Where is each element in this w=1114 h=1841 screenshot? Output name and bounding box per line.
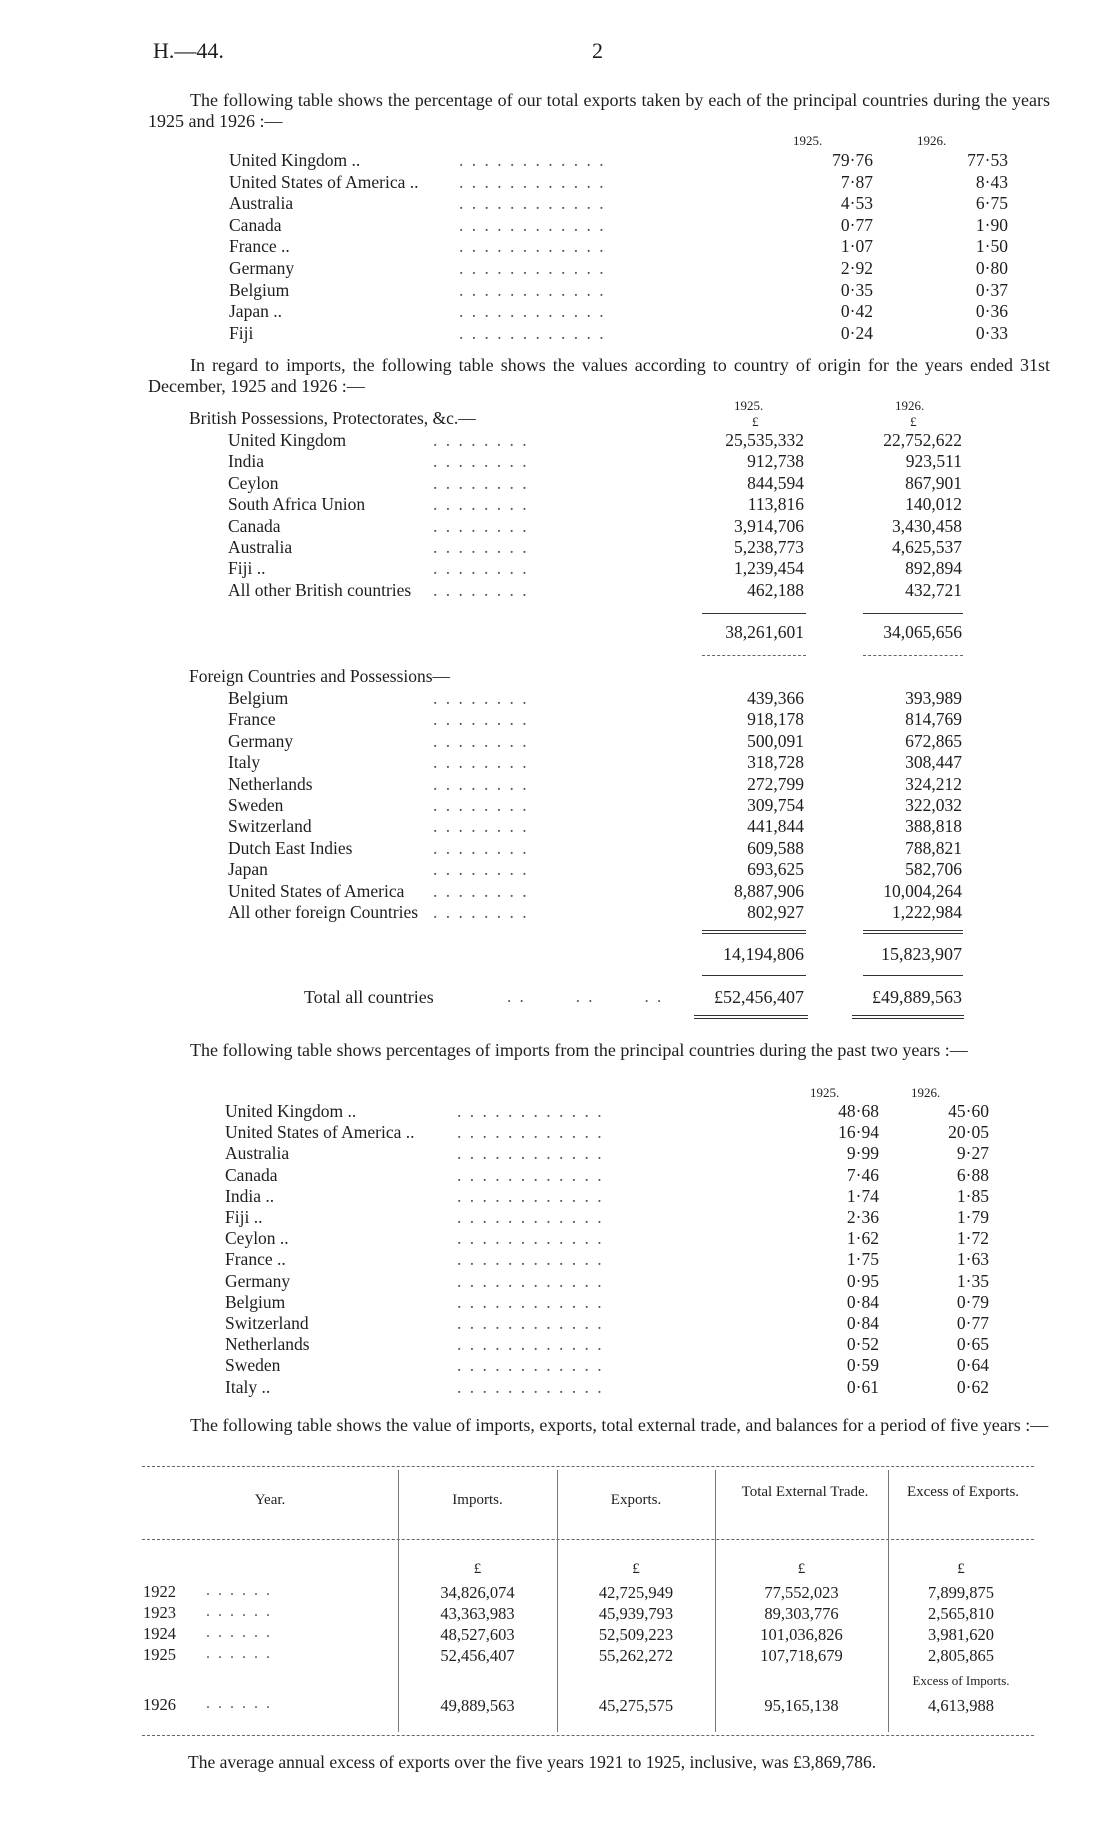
table-row [225, 1164, 989, 1186]
country-name: France .. [229, 236, 290, 257]
value-1925: 48·68 [838, 1101, 879, 1121]
value-1925: 0·52 [846, 1334, 879, 1355]
rule [863, 975, 963, 976]
rule [702, 613, 806, 614]
table-row [228, 580, 968, 601]
country-name: Netherlands [228, 773, 313, 794]
header-total-external-trade: Total External Trade. [741, 1484, 869, 1500]
dot-leader: . . . . . . . . [433, 816, 529, 837]
dot-leader: . . . . . . . . [433, 795, 529, 815]
foreign-total-1926: 15,823,907 [881, 944, 962, 964]
dot-leader: . . . . . . . . [433, 709, 529, 730]
value-1926: 77·53 [967, 150, 1008, 170]
value-1925: 441,844 [747, 816, 804, 837]
value-1926: 0·62 [956, 1376, 989, 1397]
value-1926: 0·36 [975, 301, 1008, 322]
country-name: Australia [229, 193, 294, 214]
value-1926: 20·05 [948, 1122, 989, 1143]
country-name: Netherlands [225, 1334, 310, 1355]
excess-value: 4,613,988 [928, 1696, 994, 1715]
table-row [225, 1122, 989, 1143]
value-1925: 113,816 [747, 494, 804, 515]
dot-leader: . . . . . . [206, 1582, 272, 1599]
imports-year-1926: 1926. [895, 398, 925, 413]
table-row [225, 1270, 989, 1292]
value-1925: 7·46 [846, 1164, 879, 1185]
rule [702, 975, 806, 976]
table-row [228, 859, 968, 880]
table-row [225, 1207, 989, 1228]
value-1926: 1,222,984 [892, 902, 962, 922]
value-1925: 912,738 [747, 451, 804, 472]
dot-leader: . . . . . . . . . . . . [457, 1313, 604, 1333]
total-value: 107,718,679 [760, 1646, 843, 1665]
value-1926: 814,769 [905, 709, 962, 730]
dot-leader: . . . . . . [507, 987, 664, 1006]
imports-pct-year-1925: 1925. [810, 1085, 840, 1100]
value-1925: 5,238,773 [734, 537, 804, 557]
year-cell: 1922 [143, 1582, 176, 1601]
table-row [228, 709, 968, 730]
table-row [228, 688, 968, 709]
country-name: Italy [228, 752, 261, 773]
country-name: India [228, 451, 264, 472]
value-1926: 9·27 [956, 1143, 989, 1164]
exports-year-1925: 1925. [793, 133, 823, 148]
exports-value: 52,509,223 [598, 1625, 674, 1644]
country-name: Sweden [228, 795, 284, 815]
value-1926: 393,989 [905, 688, 962, 708]
dot-leader: . . . . . . . . . . . . [457, 1228, 604, 1249]
dot-leader: . . . . . . . . [433, 515, 529, 536]
value-1925: 1,239,454 [734, 558, 804, 579]
value-1925: 8,887,906 [734, 880, 804, 901]
country-name: Fiji .. [225, 1207, 263, 1227]
rule [863, 930, 963, 934]
currency-imports: £ [473, 1561, 482, 1577]
value-1925: 462,188 [747, 579, 804, 600]
value-1925: 272,799 [747, 773, 804, 794]
dot-leader: . . . . . . . . [433, 472, 529, 493]
value-1926: 4,625,537 [892, 537, 962, 557]
table-row [225, 1291, 989, 1313]
imports-pct-intro: The following table shows percentages of imports from the principal countries during the past two years :— [190, 1040, 968, 1060]
british-total-1925: 38,261,601 [725, 622, 804, 642]
table-row [228, 731, 968, 752]
country-name: Fiji [229, 322, 254, 343]
value-1925: 0·35 [840, 279, 873, 300]
value-1925: 9·99 [846, 1143, 879, 1164]
exports-value: 45,275,575 [598, 1696, 674, 1715]
dot-leader: . . . . . . . . . . . . [459, 214, 606, 235]
dot-leader: . . . . . . . . . . . . [457, 1207, 604, 1227]
excess-value: 2,565,810 [928, 1604, 994, 1623]
dot-leader: . . . . . . . . . . . . [457, 1376, 604, 1397]
imports-value: 43,363,983 [440, 1604, 515, 1623]
value-1925: 79·76 [832, 150, 873, 170]
country-name: Switzerland [228, 816, 312, 837]
country-name: United States of America .. [229, 171, 419, 192]
value-1925: 4·53 [840, 193, 873, 214]
country-name: Germany [229, 258, 295, 278]
value-1925: 0·61 [846, 1376, 879, 1397]
value-1925: 0·24 [840, 322, 873, 343]
total-value: 89,303,776 [764, 1604, 839, 1623]
country-name: Germany [228, 730, 294, 751]
country-name: Japan [228, 859, 268, 880]
table-row [229, 279, 1008, 301]
year-cell: 1925 [143, 1645, 176, 1664]
country-name: United Kingdom .. [225, 1101, 357, 1121]
grand-total-1926: £49,889,563 [872, 987, 962, 1007]
value-1926: 322,032 [905, 795, 962, 815]
value-1925: 0·84 [846, 1291, 879, 1312]
rule [142, 1539, 1034, 1540]
country-name: India .. [225, 1185, 275, 1206]
value-1925: 500,091 [747, 730, 804, 751]
dot-leader: . . . . . . . . . . . . [457, 1143, 604, 1164]
table-row [229, 193, 1008, 214]
value-1926: 1·79 [956, 1207, 989, 1227]
dot-leader: . . . . . . . . . . . . [459, 193, 606, 214]
country-name: United Kingdom [228, 430, 347, 450]
dot-leader: . . . . . . . . . . . . [459, 236, 606, 257]
dot-leader: . . . . . . . . . . . . [457, 1101, 604, 1121]
value-1925: 918,178 [747, 709, 804, 730]
year-cell: 1923 [143, 1603, 176, 1622]
table-row [225, 1101, 989, 1122]
table-row [228, 430, 968, 451]
table-row [229, 150, 1008, 171]
imports-value: 34,826,074 [440, 1583, 515, 1602]
footer-note: The average annual excess of exports over the five years 1921 to 1925, inclusive, was £3,869,786. [188, 1752, 877, 1772]
dot-leader: . . . . . . . . [433, 688, 529, 708]
table-row [225, 1313, 989, 1334]
imports-year-1925: 1925. [734, 398, 764, 413]
country-name: Germany [225, 1270, 291, 1291]
country-name: All other British countries [228, 579, 412, 600]
table-row [229, 322, 1008, 344]
page-ref: H.—44. [153, 38, 224, 63]
currency-excess: £ [957, 1561, 965, 1577]
value-1925: 25,535,332 [725, 430, 804, 450]
country-name: Belgium [228, 688, 289, 708]
value-1926: 1·72 [956, 1228, 989, 1249]
imports-currency-1926: £ [910, 414, 917, 429]
table-row [228, 516, 968, 537]
rule [863, 655, 963, 656]
dot-leader: . . . . . . [206, 1624, 272, 1641]
country-name: Belgium [229, 279, 290, 300]
value-1926: 0·77 [956, 1313, 989, 1333]
value-1926: 45·60 [948, 1101, 989, 1121]
country-name: Canada [228, 515, 281, 536]
value-1926: 0·65 [956, 1334, 989, 1355]
country-name: Belgium [225, 1291, 286, 1312]
country-name: Fiji .. [228, 558, 266, 579]
value-1926: 3,430,458 [892, 515, 962, 536]
exports-value: 42,725,949 [598, 1583, 674, 1602]
value-1926: 1·90 [975, 214, 1008, 235]
value-1926: 892,894 [905, 558, 962, 579]
country-name: Australia [228, 537, 293, 557]
value-1926: 0·37 [975, 279, 1008, 300]
currency-exports: £ [632, 1561, 640, 1577]
rule [142, 1466, 1034, 1467]
table-row [228, 838, 968, 859]
dot-leader: . . . . . . . . [433, 558, 529, 579]
dot-leader: . . . . . . . . . . . . [459, 171, 606, 192]
value-1926: 867,901 [905, 472, 962, 493]
excess-value: 2,805,865 [928, 1646, 994, 1665]
table-row [228, 473, 968, 494]
rule [702, 655, 806, 656]
value-1926: 0·64 [956, 1355, 989, 1376]
value-1926: 324,212 [905, 773, 962, 794]
imports-value: 48,527,603 [440, 1625, 515, 1644]
value-1925: 16·94 [838, 1122, 879, 1143]
table-row [225, 1143, 989, 1164]
value-1926: 788,821 [905, 837, 962, 858]
currency-total: £ [797, 1561, 806, 1577]
dot-leader: . . . . . . [206, 1695, 272, 1712]
table-row [228, 816, 968, 837]
country-name: Ceylon [228, 472, 279, 493]
value-1925: 309,754 [747, 795, 804, 815]
value-1926: 0·33 [975, 322, 1008, 343]
table-row [228, 537, 968, 558]
dot-leader: . . . . . . . . . . . . [457, 1334, 604, 1355]
table-row [229, 171, 1008, 193]
dot-leader: . . . . . . . . . . . . [457, 1164, 604, 1185]
dot-leader: . . . . . . . . [433, 902, 529, 922]
table-row [229, 236, 1008, 257]
value-1925: 3,914,706 [734, 515, 804, 536]
grand-total-label: Total all countries [304, 987, 434, 1007]
value-1926: 672,865 [905, 730, 962, 751]
dot-leader: . . . . . . . . . . . . [459, 258, 606, 278]
dot-leader: . . . . . . . . [433, 451, 529, 472]
dot-leader: . . . . . . . . . . . . [459, 301, 606, 322]
country-name: Japan .. [229, 301, 282, 322]
rule [852, 1015, 964, 1019]
value-1926: 6·75 [975, 193, 1008, 214]
value-1925: 0·84 [846, 1313, 879, 1333]
dot-leader: . . . . . . [206, 1645, 272, 1662]
year-cell: 1926 [143, 1695, 176, 1714]
table-row [229, 301, 1008, 322]
value-1926: 8·43 [975, 171, 1008, 192]
rule [142, 1735, 1034, 1736]
table-row [228, 902, 968, 923]
value-1925: 1·75 [846, 1249, 879, 1270]
table-row [225, 1334, 989, 1355]
dot-leader: . . . . . . . . [433, 494, 529, 515]
dot-leader: . . . . . . . . . . . . [457, 1270, 604, 1291]
header-exports: Exports. [610, 1492, 662, 1508]
value-1925: 0·42 [840, 301, 873, 322]
grand-total-1925: £52,456,407 [714, 987, 804, 1007]
table-row [225, 1185, 989, 1207]
value-1925: 2·36 [846, 1207, 879, 1227]
country-name: United Kingdom .. [229, 150, 361, 170]
foreign-heading: Foreign Countries and Possessions— [189, 666, 451, 686]
imports-currency-1925: £ [752, 414, 759, 429]
table-row [229, 214, 1008, 236]
country-name: United States of America .. [225, 1122, 415, 1143]
dot-leader: . . . . . . . . [433, 730, 529, 751]
value-1926: 6·88 [956, 1164, 989, 1185]
header-imports: Imports. [452, 1492, 503, 1508]
value-1925: 609,588 [747, 837, 804, 858]
header-year: Year. [254, 1492, 286, 1508]
dot-leader: . . . . . . . . . . . . [457, 1185, 604, 1206]
value-1925: 1·74 [846, 1185, 879, 1206]
value-1926: 0·79 [956, 1291, 989, 1312]
value-1926: 582,706 [905, 859, 962, 880]
excess-value: 7,899,875 [928, 1583, 994, 1602]
table-row [228, 774, 968, 795]
exports-intro: The following table shows the percentage of our total exports taken by each of the principal countries during the years 1925 and 1926 :— [148, 90, 1050, 131]
value-1925: 7·87 [840, 171, 873, 192]
value-1925: 693,625 [747, 859, 804, 880]
imports-value: 52,456,407 [440, 1646, 515, 1665]
table-row [228, 881, 968, 902]
page-number: 2 [592, 38, 603, 63]
exports-year-1926: 1926. [917, 133, 947, 148]
value-1925: 802,927 [747, 902, 804, 922]
country-name: Switzerland [225, 1313, 309, 1333]
dot-leader: . . . . . . . . . . . . [457, 1249, 604, 1270]
table-row [229, 258, 1008, 279]
dot-leader: . . . . . . [206, 1603, 272, 1620]
excess-of-imports-label: Excess of Imports. [912, 1673, 1010, 1688]
value-1926: 1·85 [956, 1185, 989, 1206]
british-total-1926: 34,065,656 [883, 622, 962, 642]
value-1925: 2·92 [840, 258, 873, 278]
country-name: United States of America [228, 880, 405, 901]
country-name: All other foreign Countries [228, 902, 419, 922]
value-1926: 432,721 [905, 579, 962, 600]
dot-leader: . . . . . . . . [433, 859, 529, 880]
rule [694, 1015, 808, 1019]
value-1925: 318,728 [747, 752, 804, 773]
country-name: Dutch East Indies [228, 837, 353, 858]
table-row [228, 451, 968, 472]
value-1926: 22,752,622 [883, 430, 962, 450]
header-excess-of-exports: Excess of Exports. [906, 1484, 1020, 1500]
value-1925: 1·07 [840, 236, 873, 257]
table-row [225, 1249, 989, 1270]
dot-leader: . . . . . . . . [433, 752, 529, 773]
dot-leader: . . . . . . . . . . . . [457, 1122, 604, 1143]
table-row [225, 1228, 989, 1249]
table-row [228, 558, 968, 579]
dot-leader: . . . . . . . . . . . . [457, 1355, 604, 1376]
total-value: 101,036,826 [760, 1625, 843, 1644]
dot-leader: . . . . . . . . [433, 880, 529, 901]
value-1926: 308,447 [905, 752, 962, 773]
dot-leader: . . . . . . . . . . . . [459, 279, 606, 300]
country-name: South Africa Union [228, 494, 366, 515]
british-heading: British Possessions, Protectorates, &c.— [189, 408, 476, 428]
country-name: France .. [225, 1249, 286, 1270]
value-1926: 10,004,264 [883, 880, 962, 901]
value-1925: 844,594 [747, 472, 804, 493]
dot-leader: . . . . . . . . [433, 773, 529, 794]
rule [702, 930, 806, 934]
value-1926: 923,511 [905, 451, 962, 472]
country-name: Canada [229, 214, 282, 235]
imports-value: 49,889,563 [440, 1696, 515, 1715]
value-1926: 1·50 [975, 236, 1008, 257]
country-name: Ceylon .. [225, 1228, 289, 1249]
value-1925: 1·62 [846, 1228, 879, 1249]
exports-value: 45,939,793 [598, 1604, 674, 1623]
dot-leader: . . . . . . . . [433, 537, 529, 557]
value-1925: 439,366 [747, 688, 804, 708]
dot-leader: . . . . . . . . [433, 579, 529, 600]
value-1926: 140,012 [905, 494, 962, 515]
table-row [225, 1376, 989, 1398]
country-name: Italy .. [225, 1376, 271, 1397]
table-row [228, 795, 968, 816]
dot-leader: . . . . . . . . . . . . [459, 150, 606, 170]
total-value: 95,165,138 [764, 1696, 839, 1715]
imports-pct-year-1926: 1926. [911, 1085, 941, 1100]
table-row [228, 494, 968, 515]
dot-leader: . . . . . . . . [433, 837, 529, 858]
total-value: 77,552,023 [764, 1583, 839, 1602]
dot-leader: . . . . . . . . . . . . [457, 1291, 604, 1312]
value-1926: 1·35 [956, 1270, 989, 1291]
year-cell: 1924 [143, 1624, 176, 1643]
country-name: Sweden [225, 1355, 281, 1376]
dot-leader: . . . . . . . . . . . . [459, 322, 606, 343]
five-year-intro: The following table shows the value of imports, exports, total external trade, and balances for a period of five years :— [190, 1415, 1049, 1435]
rule [863, 613, 963, 614]
exports-value: 55,262,272 [598, 1646, 674, 1665]
value-1925: 0·59 [846, 1355, 879, 1376]
value-1925: 0·95 [846, 1270, 879, 1291]
foreign-total-1925: 14,194,806 [723, 944, 804, 964]
table-row [225, 1355, 989, 1376]
value-1926: 0·80 [975, 258, 1008, 278]
country-name: France [228, 709, 276, 730]
value-1926: 388,818 [905, 816, 962, 837]
country-name: Canada [225, 1164, 278, 1185]
dot-leader: . . . . . . . . [433, 430, 529, 450]
value-1925: 0·77 [840, 214, 873, 235]
excess-value: 3,981,620 [928, 1625, 994, 1644]
imports-intro: In regard to imports, the following table shows the values according to country of origin for the years ended 31st December, 1925 and 1926 :— [148, 355, 1050, 396]
country-name: Australia [225, 1143, 290, 1164]
table-row [228, 752, 968, 773]
value-1926: 1·63 [956, 1249, 989, 1270]
